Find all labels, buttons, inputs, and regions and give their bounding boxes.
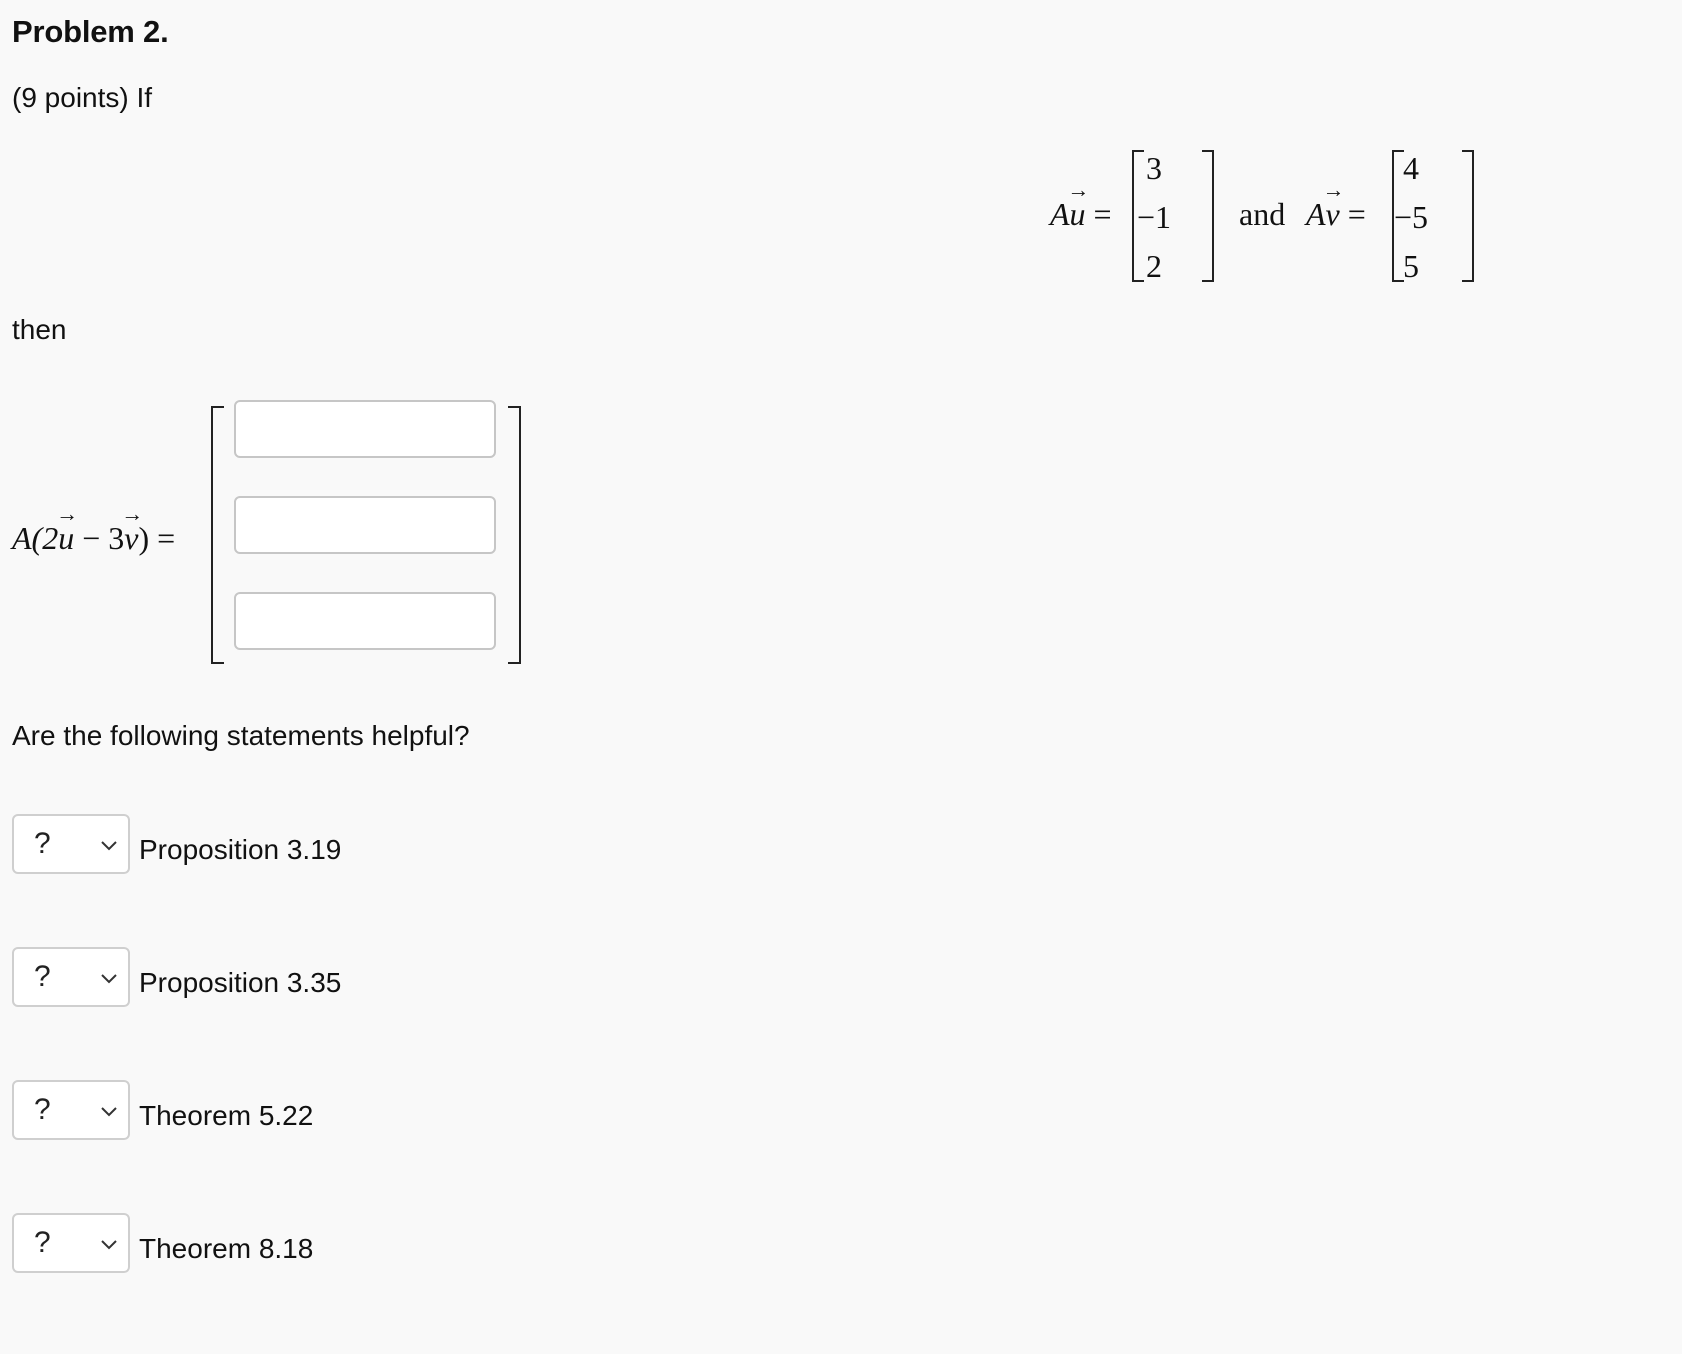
select-value: ? <box>34 1093 51 1126</box>
av-entry-1: 4 <box>1403 150 1419 186</box>
statement-select-1[interactable] <box>12 814 130 874</box>
problem-intro: (9 points) If <box>12 82 153 113</box>
vector-arrow-icon: → <box>121 501 144 526</box>
statement-select-2[interactable] <box>12 947 130 1007</box>
statements-question: Are the following statements helpful? <box>12 720 470 751</box>
select-value: ? <box>34 827 51 860</box>
au-entry-3: 2 <box>1146 248 1162 284</box>
given-equations <box>1040 140 1480 290</box>
matrix-letter: A <box>1050 196 1070 232</box>
select-value: ? <box>34 1226 51 1259</box>
equals-sign: = <box>1347 196 1366 232</box>
vector-u: u → <box>1067 177 1090 232</box>
chevron-down-icon <box>98 1233 120 1255</box>
answer-right-bracket <box>508 406 521 664</box>
equals-sign: = <box>1093 196 1112 232</box>
then-text: then <box>12 314 67 345</box>
connector-and: and <box>1239 196 1286 232</box>
matrix-letter: A <box>1306 196 1326 232</box>
av-right-bracket <box>1462 150 1474 282</box>
select-value: ? <box>34 960 51 993</box>
vector-arrow-icon: → <box>56 501 79 526</box>
vector-v: v → <box>1322 177 1345 232</box>
vector-u: u → <box>56 501 79 556</box>
statement-select-3[interactable] <box>12 1080 130 1140</box>
statement-label-1: Proposition 3.19 <box>139 834 342 865</box>
statement-select-4[interactable] <box>12 1213 130 1273</box>
statement-label-2: Proposition 3.35 <box>139 967 342 998</box>
au-entry-1: 3 <box>1146 150 1162 186</box>
problem-title: Problem 2. <box>12 14 169 49</box>
target-expression: A(2u → − 3v → ) = <box>12 501 176 556</box>
chevron-down-icon <box>98 967 120 989</box>
answer-input-1[interactable] <box>234 400 496 458</box>
au-right-bracket <box>1202 150 1214 282</box>
chevron-down-icon <box>98 834 120 856</box>
answer-input-3[interactable] <box>234 592 496 650</box>
av-entry-3: 5 <box>1403 248 1419 284</box>
au-lhs <box>1050 177 1112 233</box>
vector-v: v → <box>121 501 144 556</box>
statement-label-4: Theorem 8.18 <box>139 1233 314 1264</box>
answer-input-2[interactable] <box>234 496 496 554</box>
vector-arrow-icon: → <box>1067 177 1090 202</box>
statement-label-3: Theorem 5.22 <box>139 1100 314 1131</box>
answer-left-bracket <box>211 406 224 664</box>
vector-arrow-icon: → <box>1322 177 1345 202</box>
chevron-down-icon <box>98 1100 120 1122</box>
au-entry-2: −1 <box>1136 199 1172 235</box>
av-lhs <box>1306 177 1366 233</box>
av-entry-2: −5 <box>1393 199 1429 235</box>
